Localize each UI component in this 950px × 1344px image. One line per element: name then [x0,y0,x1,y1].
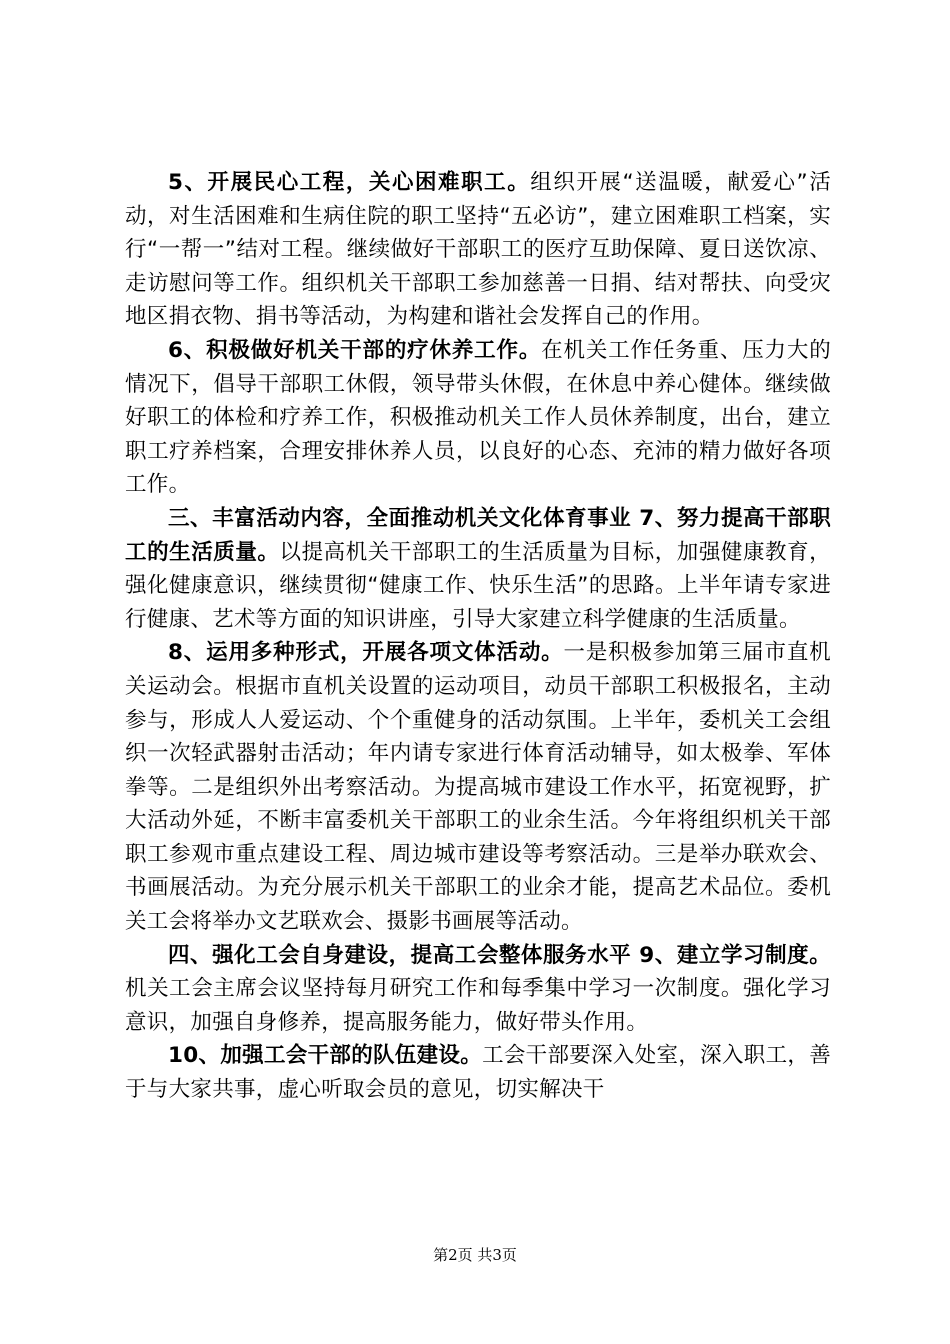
paragraph-heading: 5、开展民心工程，关心困难职工。 [168,170,531,195]
paragraph-text: 工会干部要深入处室，深入职工，善于与大家共事，虚心听取会员的意见，切实解决干 [125,1043,832,1103]
paragraph-10 [125,1039,831,1106]
paragraph-heading: 三、丰富活动内容，全面推动机关文化体育事业 7、努力提高干部职工的生活质量。 [125,505,831,565]
paragraph-text: 机关工会主席会议坚持每月研究工作和每季集中学习一次制度。强化学习意识，加强自身修养，提高服务能力，做好带头作用。 [125,976,831,1035]
paragraph-heading: 8、运用多种形式，开展各项文体活动。 [168,640,564,666]
paragraph-heading: 四、强化工会自身建设，提高工会整体服务水平 9、建立学习制度。 [168,942,831,968]
paragraph-section-4 [125,939,831,1040]
paragraph-heading: 10、加强工会干部的队伍建设。 [168,1043,483,1069]
document-body [125,166,831,1107]
page-number-footer: 第2页 共3页 [433,1246,517,1264]
paragraph-text: 在机关工作任务重、压力大的情况下，倡导干部职工休假，领导带头休假，在休息中养心健体。继续做好职工的体检和疗养工作，积极推动机关工作人员休养制度，出台，建立职工疗养档案，合理安排休养人员，以良好的心态、充沛的精力做好各项工作。 [125,337,831,498]
paragraph-5 [125,166,831,334]
paragraph-heading: 6、积极做好机关干部的疗休养工作。 [168,337,542,363]
paragraph-text: 以提高机关干部职工的生活质量为目标，加强健康教育，强化健康意识，继续贯彻“健康工作、快乐生活”的思路。上半年请专家进行健康、艺术等方面的知识讲座，引导大家建立科学健康的生活质量。 [125,539,831,632]
paragraph-text: 一是积极参加第三届市直机关运动会。根据市直机关设置的运动项目，动员干部职工积极报名，主动参与，形成人人爱运动、个个重健身的活动氛围。上半年，委机关工会组织一次轻武器射击活动；年内请专家进行体育活动辅导，如太极拳、军体拳等。二是组织外出考察活动。为提高城市建设工作水平，拓宽视野，扩大活动外延，不断丰富委机关干部职工的业余生活。今年将组织机关干部职工参观市重点建设工程、周边城市建设等考察活动。三是举办联欢会、书画展活动。为充分展示机关干部职工的业余才能，提高艺术品位。委机关工会将举办文艺联欢会、摄影书画展等活动。 [125,640,831,935]
paragraph-8 [125,636,831,938]
paragraph-text: 组织开展“送温暖，献爱心”活动，对生活困难和生病住院的职工坚持“五必访”，建立困难职工档案，实行“一帮一”结对工程。继续做好干部职工的医疗互助保障、夏日送饮凉、走访慰问等工作。组织机关干部职工参加慈善一日捐、结对帮扶、向受灾地区捐衣物、捐书等活动，为构建和谐社会发挥自己的作用。 [125,170,831,330]
paragraph-6 [125,334,831,502]
paragraph-section-3 [125,502,831,636]
